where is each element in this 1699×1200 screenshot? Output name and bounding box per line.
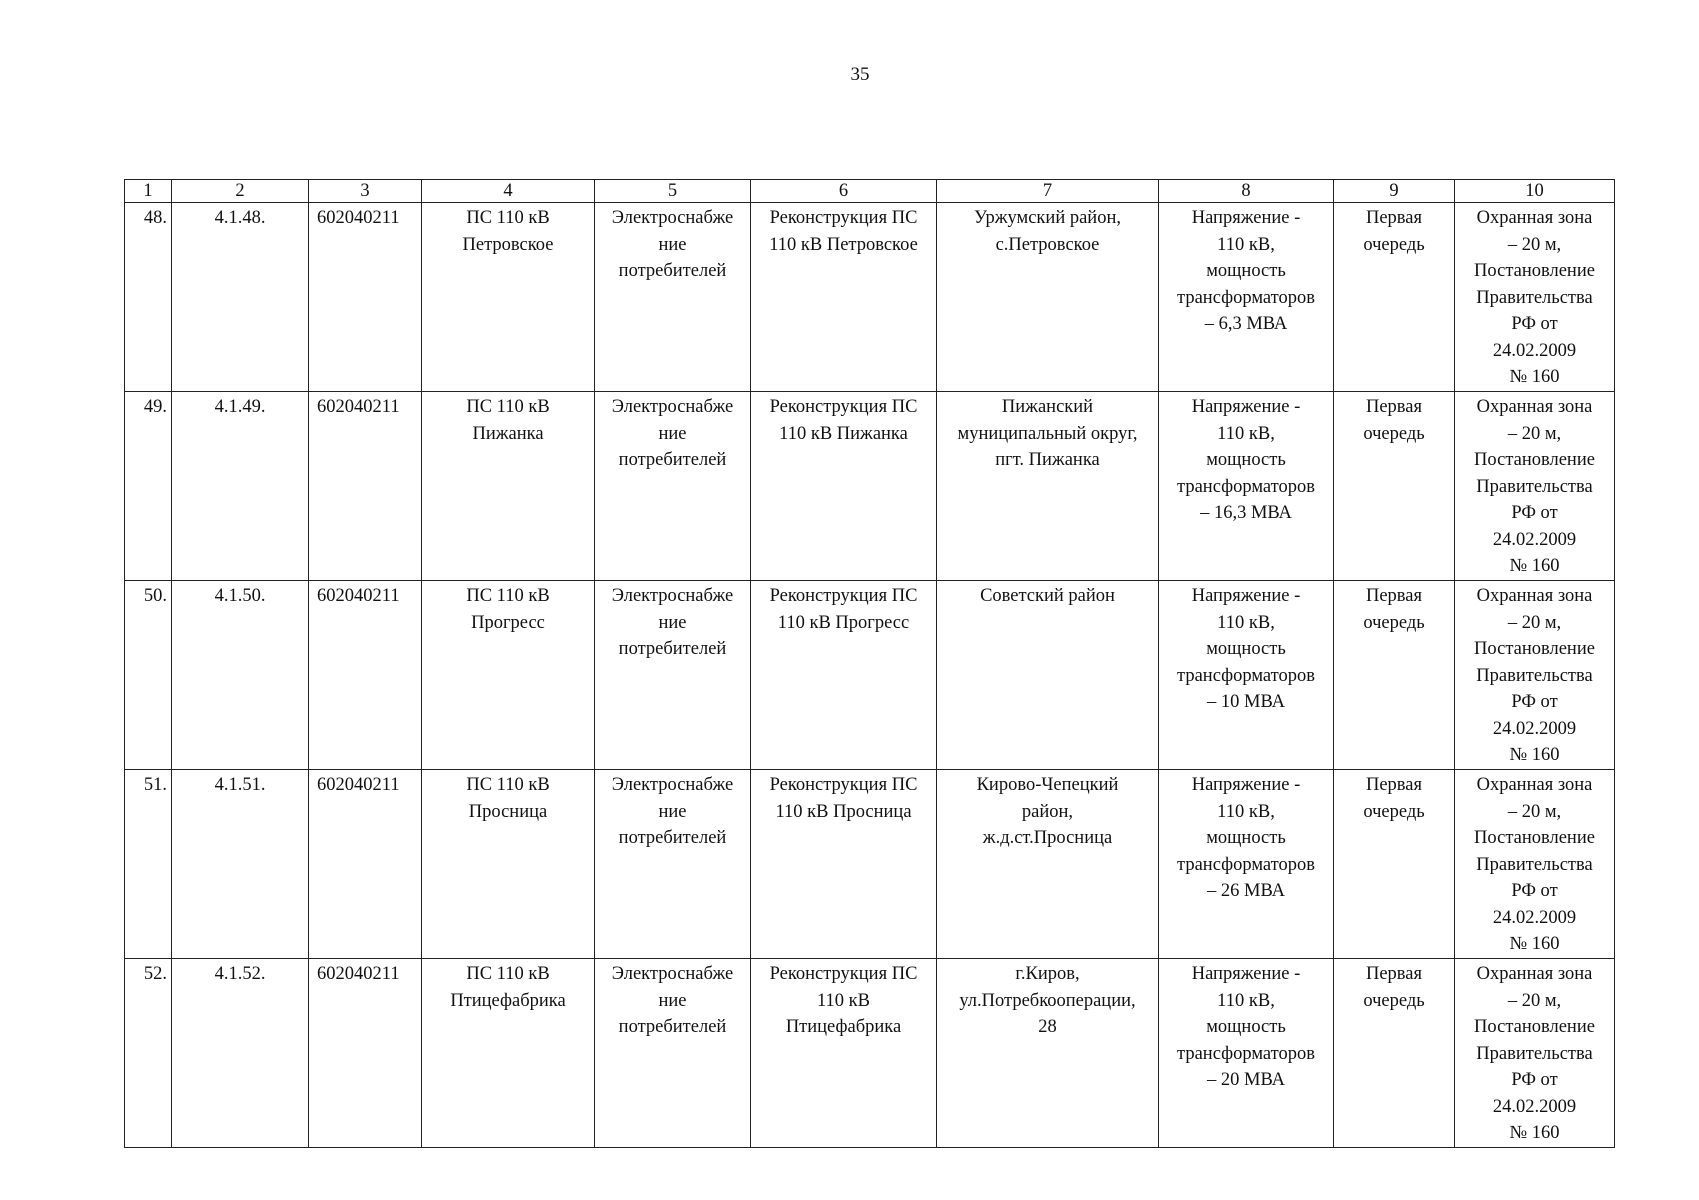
column-header: 10 [1455, 180, 1615, 203]
object-location: Уржумский район, с.Петровское [937, 203, 1159, 392]
row-code: 4.1.51. [172, 770, 309, 959]
row-id: 602040211 [309, 581, 422, 770]
object-name: ПС 110 кВ Пижанка [422, 392, 595, 581]
column-header: 5 [595, 180, 751, 203]
table-row [125, 392, 1615, 581]
column-header: 3 [309, 180, 422, 203]
row-code: 4.1.48. [172, 203, 309, 392]
row-id: 602040211 [309, 770, 422, 959]
object-name: ПС 110 кВ Петровское [422, 203, 595, 392]
table-row [125, 770, 1615, 959]
object-name: ПС 110 кВ Прогресс [422, 581, 595, 770]
object-purpose: Электроснабже ние потребителей [595, 581, 751, 770]
column-header: 7 [937, 180, 1159, 203]
column-header: 4 [422, 180, 595, 203]
row-id: 602040211 [309, 203, 422, 392]
implementation-stage: Первая очередь [1334, 581, 1455, 770]
implementation-stage: Первая очередь [1334, 392, 1455, 581]
column-header: 8 [1159, 180, 1334, 203]
table-row [125, 203, 1615, 392]
object-location: Пижанский муниципальный округ, пгт. Пижанка [937, 392, 1159, 581]
row-number: 49. [125, 392, 172, 581]
protection-zone: Охранная зона – 20 м, Постановление Правительства РФ от 24.02.2009 № 160 [1455, 581, 1615, 770]
object-characteristics: Напряжение - 110 кВ, мощность трансформаторов – 10 МВА [1159, 581, 1334, 770]
object-location: Кирово-Чепецкий район, ж.д.ст.Просница [937, 770, 1159, 959]
planned-action: Реконструкция ПС 110 кВ Птицефабрика [751, 959, 937, 1148]
object-characteristics: Напряжение - 110 кВ, мощность трансформаторов – 6,3 МВА [1159, 203, 1334, 392]
row-number: 48. [125, 203, 172, 392]
row-number: 51. [125, 770, 172, 959]
row-code: 4.1.50. [172, 581, 309, 770]
page-number: 35 [850, 64, 870, 85]
planned-action: Реконструкция ПС 110 кВ Просница [751, 770, 937, 959]
registry-table [124, 179, 1615, 1148]
object-characteristics: Напряжение - 110 кВ, мощность трансформаторов – 26 МВА [1159, 770, 1334, 959]
protection-zone: Охранная зона – 20 м, Постановление Правительства РФ от 24.02.2009 № 160 [1455, 392, 1615, 581]
row-id: 602040211 [309, 959, 422, 1148]
planned-action: Реконструкция ПС 110 кВ Прогресс [751, 581, 937, 770]
object-location: Советский район [937, 581, 1159, 770]
row-id: 602040211 [309, 392, 422, 581]
column-header: 2 [172, 180, 309, 203]
object-name: ПС 110 кВ Птицефабрика [422, 959, 595, 1148]
protection-zone: Охранная зона – 20 м, Постановление Правительства РФ от 24.02.2009 № 160 [1455, 959, 1615, 1148]
table-row [125, 959, 1615, 1148]
row-code: 4.1.52. [172, 959, 309, 1148]
implementation-stage: Первая очередь [1334, 770, 1455, 959]
column-header: 1 [125, 180, 172, 203]
implementation-stage: Первая очередь [1334, 959, 1455, 1148]
row-number: 50. [125, 581, 172, 770]
column-header: 9 [1334, 180, 1455, 203]
object-location: г.Киров, ул.Потребкооперации, 28 [937, 959, 1159, 1148]
protection-zone: Охранная зона – 20 м, Постановление Правительства РФ от 24.02.2009 № 160 [1455, 203, 1615, 392]
row-code: 4.1.49. [172, 392, 309, 581]
object-purpose: Электроснабже ние потребителей [595, 392, 751, 581]
row-number: 52. [125, 959, 172, 1148]
table-row [125, 581, 1615, 770]
planned-action: Реконструкция ПС 110 кВ Петровское [751, 203, 937, 392]
column-header: 6 [751, 180, 937, 203]
header-row [125, 180, 1615, 203]
protection-zone: Охранная зона – 20 м, Постановление Правительства РФ от 24.02.2009 № 160 [1455, 770, 1615, 959]
object-characteristics: Напряжение - 110 кВ, мощность трансформаторов – 16,3 МВА [1159, 392, 1334, 581]
object-purpose: Электроснабже ние потребителей [595, 203, 751, 392]
object-characteristics: Напряжение - 110 кВ, мощность трансформаторов – 20 МВА [1159, 959, 1334, 1148]
object-purpose: Электроснабже ние потребителей [595, 959, 751, 1148]
object-purpose: Электроснабже ние потребителей [595, 770, 751, 959]
object-name: ПС 110 кВ Просница [422, 770, 595, 959]
planned-action: Реконструкция ПС 110 кВ Пижанка [751, 392, 937, 581]
implementation-stage: Первая очередь [1334, 203, 1455, 392]
